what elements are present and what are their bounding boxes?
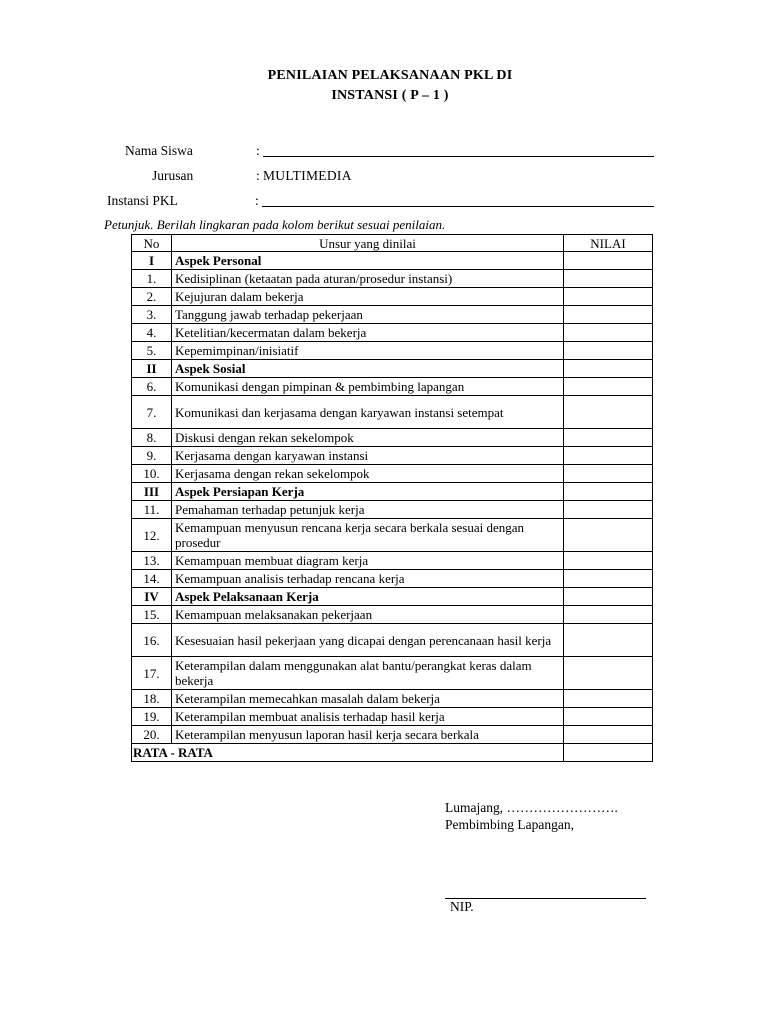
header-unsur: Unsur yang dinilai <box>172 235 564 252</box>
item-no: 17. <box>132 657 172 690</box>
section-title: Aspek Pelaksanaan Kerja <box>172 588 564 606</box>
table-row <box>132 288 653 306</box>
item-text: Kepemimpinan/inisiatif <box>172 342 564 360</box>
item-no: 13. <box>132 552 172 570</box>
header-nilai: NILAI <box>564 235 653 252</box>
nilai-cell[interactable] <box>564 342 653 360</box>
nilai-cell[interactable] <box>564 447 653 465</box>
nilai-cell[interactable] <box>564 519 653 552</box>
nama-siswa-field[interactable] <box>263 156 654 157</box>
nilai-cell[interactable] <box>564 552 653 570</box>
nilai-cell[interactable] <box>564 501 653 519</box>
nilai-cell[interactable] <box>564 465 653 483</box>
signature-line[interactable] <box>445 898 646 899</box>
table-row <box>132 378 653 396</box>
section-row-pelaksanaan-kerja <box>132 588 653 606</box>
item-no: 3. <box>132 306 172 324</box>
item-no: 14. <box>132 570 172 588</box>
table-row <box>132 324 653 342</box>
section-no: I <box>132 252 172 270</box>
item-text: Keterampilan membuat analisis terhadap hasil kerja <box>172 708 564 726</box>
signature-nip: NIP. <box>450 899 474 914</box>
table-row <box>132 465 653 483</box>
item-no: 18. <box>132 690 172 708</box>
jurusan-colon: : <box>256 168 260 183</box>
nama-siswa-colon: : <box>256 143 260 158</box>
section-no: II <box>132 360 172 378</box>
table-row <box>132 606 653 624</box>
section-no: III <box>132 483 172 501</box>
table-row <box>132 690 653 708</box>
item-text: Tanggung jawab terhadap pekerjaan <box>172 306 564 324</box>
table-row <box>132 657 653 690</box>
nilai-cell[interactable] <box>564 483 653 501</box>
item-text: Komunikasi dengan pimpinan & pembimbing lapangan <box>172 378 564 396</box>
item-no: 12. <box>132 519 172 552</box>
section-title: Aspek Persiapan Kerja <box>172 483 564 501</box>
item-text: Kesesuaian hasil pekerjaan yang dicapai dengan perencanaan hasil kerja <box>172 624 564 657</box>
nilai-cell[interactable] <box>564 270 653 288</box>
nilai-cell[interactable] <box>564 288 653 306</box>
table-row <box>132 342 653 360</box>
instansi-pkl-colon: : <box>255 193 259 208</box>
item-no: 5. <box>132 342 172 360</box>
nilai-cell[interactable] <box>564 378 653 396</box>
item-text: Ketelitian/kecermatan dalam bekerja <box>172 324 564 342</box>
nilai-cell[interactable] <box>564 429 653 447</box>
instruction-text: Petunjuk. Berilah lingkaran pada kolom berikut sesuai penilaian. <box>104 217 446 232</box>
table-header-row <box>132 235 653 252</box>
section-row-personal <box>132 252 653 270</box>
section-no: IV <box>132 588 172 606</box>
header-no: No <box>132 235 172 252</box>
item-no: 8. <box>132 429 172 447</box>
item-text: Keterampilan memecahkan masalah dalam bekerja <box>172 690 564 708</box>
signature-role: Pembimbing Lapangan, <box>445 817 574 832</box>
item-no: 20. <box>132 726 172 744</box>
nama-siswa-label: Nama Siswa <box>125 143 193 158</box>
item-text: Diskusi dengan rekan sekelompok <box>172 429 564 447</box>
table-row <box>132 306 653 324</box>
table-row <box>132 447 653 465</box>
nilai-cell[interactable] <box>564 606 653 624</box>
item-text: Kemampuan menyusun rencana kerja secara berkala sesuai dengan prosedur <box>172 519 564 552</box>
average-row <box>132 744 653 762</box>
section-row-persiapan-kerja <box>132 483 653 501</box>
item-no: 11. <box>132 501 172 519</box>
item-text: Kerjasama dengan rekan sekelompok <box>172 465 564 483</box>
item-no: 7. <box>132 396 172 429</box>
instansi-pkl-label: Instansi PKL <box>107 193 178 208</box>
item-text: Kedisiplinan (ketaatan pada aturan/prosedur instansi) <box>172 270 564 288</box>
item-text: Keterampilan menyusun laporan hasil kerja secara berkala <box>172 726 564 744</box>
item-no: 15. <box>132 606 172 624</box>
item-text: Kemampuan melaksanakan pekerjaan <box>172 606 564 624</box>
item-no: 10. <box>132 465 172 483</box>
item-text: Komunikasi dan kerjasama dengan karyawan instansi setempat <box>172 396 564 429</box>
nilai-cell[interactable] <box>564 396 653 429</box>
table-row <box>132 552 653 570</box>
item-no: 19. <box>132 708 172 726</box>
table-row <box>132 501 653 519</box>
table-row <box>132 270 653 288</box>
nilai-cell[interactable] <box>564 657 653 690</box>
table-row <box>132 570 653 588</box>
assessment-table <box>131 234 653 762</box>
nilai-cell[interactable] <box>564 726 653 744</box>
item-text: Kejujuran dalam bekerja <box>172 288 564 306</box>
item-no: 6. <box>132 378 172 396</box>
nilai-cell[interactable] <box>564 306 653 324</box>
nilai-cell[interactable] <box>564 690 653 708</box>
table-row <box>132 624 653 657</box>
section-row-sosial <box>132 360 653 378</box>
item-no: 1. <box>132 270 172 288</box>
table-row <box>132 396 653 429</box>
table-row <box>132 726 653 744</box>
instansi-pkl-field[interactable] <box>262 206 654 207</box>
average-value-cell[interactable] <box>564 744 653 762</box>
document-title-line-1: PENILAIAN PELAKSANAAN PKL DI <box>267 68 513 83</box>
jurusan-value: MULTIMEDIA <box>263 168 352 183</box>
item-text: Keterampilan dalam menggunakan alat bantu/perangkat keras dalam bekerja <box>172 657 564 690</box>
section-title: Aspek Sosial <box>172 360 564 378</box>
nilai-cell[interactable] <box>564 588 653 606</box>
table-row <box>132 429 653 447</box>
nilai-cell[interactable] <box>564 324 653 342</box>
item-no: 2. <box>132 288 172 306</box>
table-row <box>132 519 653 552</box>
average-label: RATA - RATA <box>132 744 564 762</box>
table-row <box>132 708 653 726</box>
jurusan-label: Jurusan <box>152 168 194 183</box>
nilai-cell[interactable] <box>564 624 653 657</box>
item-text: Kerjasama dengan karyawan instansi <box>172 447 564 465</box>
nilai-cell[interactable] <box>564 252 653 270</box>
signature-place-date: Lumajang, ……………………. <box>445 800 618 815</box>
item-no: 16. <box>132 624 172 657</box>
item-no: 9. <box>132 447 172 465</box>
document-title-line-2: INSTANSI ( P – 1 ) <box>331 88 449 103</box>
nilai-cell[interactable] <box>564 360 653 378</box>
item-text: Pemahaman terhadap petunjuk kerja <box>172 501 564 519</box>
item-text: Kemampuan analisis terhadap rencana kerja <box>172 570 564 588</box>
nilai-cell[interactable] <box>564 570 653 588</box>
item-text: Kemampuan membuat diagram kerja <box>172 552 564 570</box>
item-no: 4. <box>132 324 172 342</box>
nilai-cell[interactable] <box>564 708 653 726</box>
section-title: Aspek Personal <box>172 252 564 270</box>
